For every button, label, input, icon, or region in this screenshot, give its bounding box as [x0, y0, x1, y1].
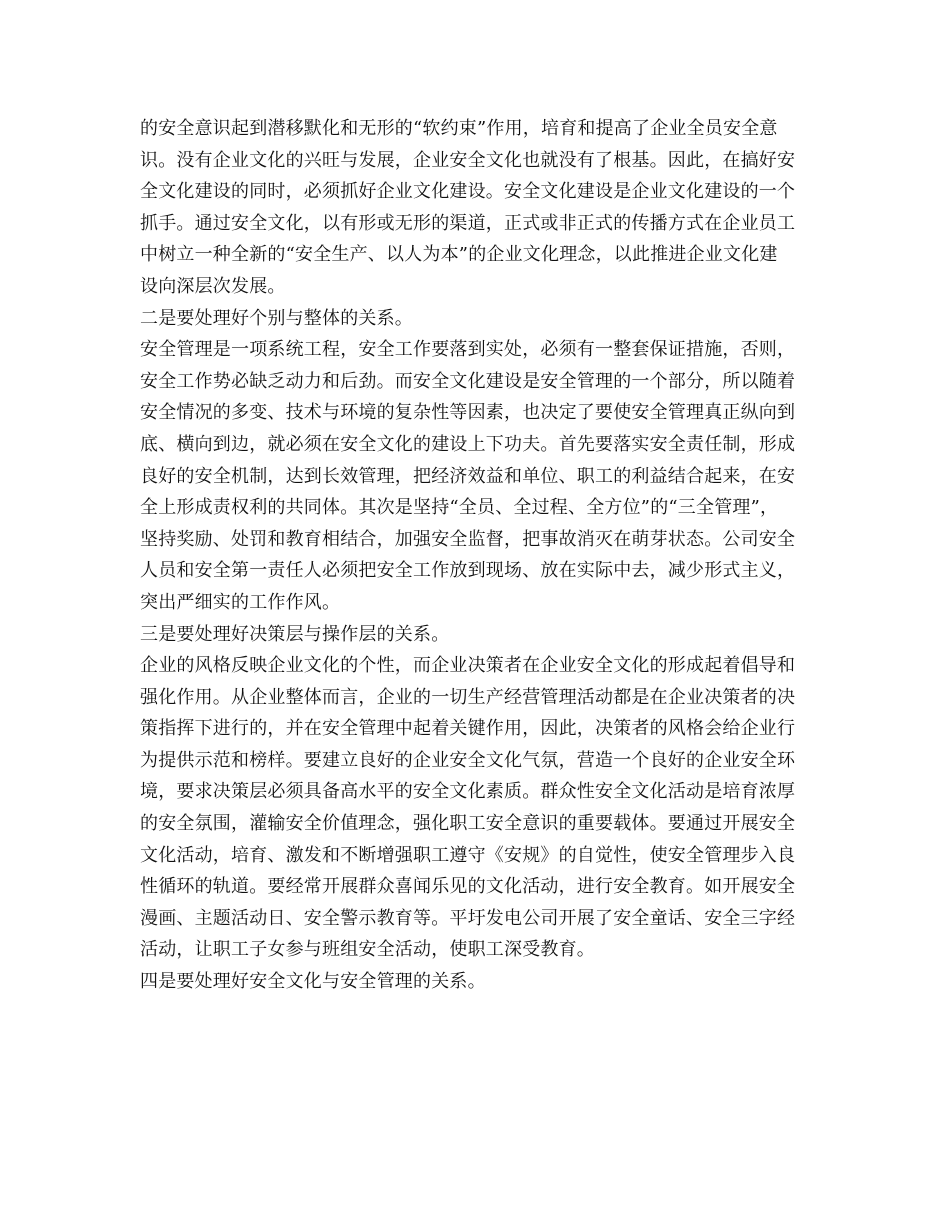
text-line: 策指挥下进行的，并在安全管理中起着关键作用，因此，决策者的风格会给企业行 [140, 718, 796, 740]
text-line: 四是要处理好安全文化与安全管理的关系。 [140, 971, 486, 993]
text-line: 文化活动，培育、激发和不断增强职工遵守《安规》的自觉性，使安全管理步入良 [140, 844, 796, 866]
text-line: 漫画、主题活动日、安全警示教育等。平圩发电公司开展了安全童话、安全三字经 [140, 907, 796, 929]
text-line: 强化作用。从企业整体而言，企业的一切生产经营管理活动都是在企业决策者的决 [140, 686, 796, 708]
text-line: 的安全意识起到潜移默化和无形的“软约束”作用，培育和提高了企业全员安全意 [140, 118, 778, 139]
document-body [140, 113, 820, 998]
text-line: 安全管理是一项系统工程，安全工作要落到实处，必须有一整套保证措施，否则， [140, 339, 796, 361]
text-line: 全上形成责权利的共同体。其次是坚持“全员、全过程、全方位”的“三全管理”， [140, 497, 779, 519]
text-line: 企业的风格反映企业文化的个性，而企业决策者在企业安全文化的形成起着倡导和 [140, 655, 796, 677]
text-line: 坚持奖励、处罚和教育相结合，加强安全监督，把事故消灭在萌芽状态。公司安全 [140, 528, 796, 550]
text-line: 性循环的轨道。要经常开展群众喜闻乐见的文化活动，进行安全教育。如开展安全 [140, 876, 796, 898]
text-line: 活动，让职工子女参与班组安全活动，使职工深受教育。 [140, 939, 595, 961]
text-line: 的安全氛围，灌输安全价值理念，强化职工安全意识的重要载体。要通过开展安全 [140, 813, 796, 835]
text-line: 安全情况的多变、技术与环境的复杂性等因素，也决定了要使安全管理真正纵向到 [140, 402, 796, 424]
text-line: 安全工作势必缺乏动力和后劲。而安全文化建设是安全管理的一个部分，所以随着 [140, 370, 796, 392]
text-line: 二是要处理好个别与整体的关系。 [140, 307, 413, 329]
text-line: 境，要求决策层必须具备高水平的安全文化素质。群众性安全文化活动是培育浓厚 [140, 781, 796, 803]
text-line: 为提供示范和榜样。要建立良好的企业安全文化气氛，营造一个良好的企业安全环 [140, 749, 796, 771]
text-line: 良好的安全机制，达到长效管理，把经济效益和单位、职工的利益结合起来，在安 [140, 465, 796, 487]
text-line: 全文化建设的同时，必须抓好企业文化建设。安全文化建设是企业文化建设的一个 [140, 181, 796, 203]
text-line: 识。没有企业文化的兴旺与发展，企业安全文化也就没有了根基。因此，在搞好安 [140, 149, 796, 171]
text-line: 底、横向到边，就必须在安全文化的建设上下功夫。首先要落实安全责任制，形成 [140, 433, 796, 455]
text-line: 抓手。通过安全文化，以有形或无形的渠道，正式或非正式的传播方式在企业员工 [140, 212, 796, 234]
text-line: 突出严细实的工作作风。 [140, 591, 341, 613]
text-line: 设向深层次发展。 [140, 275, 286, 297]
text-line: 中树立一种全新的“安全生产、以人为本”的企业文化理念，以此推进企业文化建 [140, 244, 778, 266]
text-line: 人员和安全第一责任人必须把安全工作放到现场、放在实际中去，减少形式主义， [140, 560, 796, 582]
text-line: 三是要处理好决策层与操作层的关系。 [140, 623, 450, 645]
